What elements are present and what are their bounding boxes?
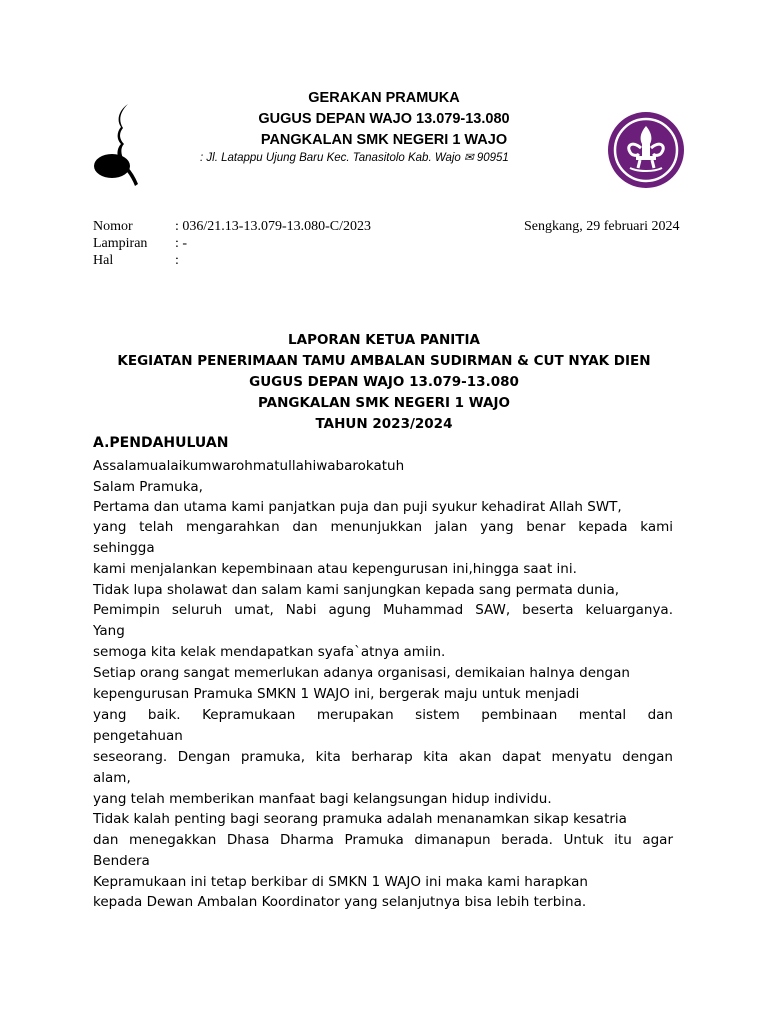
body-line: kepada Dewan Ambalan Koordinator yang selanjutnya bisa lebih terbina. bbox=[93, 894, 587, 910]
body-line: Bendera bbox=[93, 853, 150, 869]
body-line: Yang bbox=[93, 623, 125, 639]
title-year: TAHUN 2023/2024 bbox=[315, 416, 453, 432]
address: : Jl. Latappu Ujung Baru Kec. Tanasitolo Kab. Wajo ✉ 90951 bbox=[200, 152, 509, 164]
body-line: Salam Pramuka, bbox=[93, 479, 203, 495]
title-gugus: GUGUS DEPAN WAJO 13.079-13.080 bbox=[249, 374, 519, 390]
org-name: GERAKAN PRAMUKA bbox=[308, 90, 460, 106]
body-line: alam, bbox=[93, 770, 131, 786]
body-line: yang baik. Kepramukaan merupakan sistem pembinaan mental dan bbox=[93, 707, 673, 723]
body-line: Tidak lupa sholawat dan salam kami sanjungkan kepada sang permata dunia, bbox=[93, 582, 620, 598]
body-line: Pertama dan utama kami panjatkan puja dan puji syukur kehadirat Allah SWT, bbox=[93, 499, 622, 515]
nomor-value: : 036/21.13-13.079-13.080-C/2023 bbox=[175, 219, 371, 234]
lampiran-label: Lampiran bbox=[93, 236, 148, 251]
report-title: LAPORAN KETUA PANITIA bbox=[288, 332, 480, 348]
body-line: Tidak kalah penting bagi seorang pramuka adalah menanamkan sikap kesatria bbox=[93, 811, 627, 827]
lampiran-value: : - bbox=[175, 236, 188, 251]
title-pangkalan: PANGKALAN SMK NEGERI 1 WAJO bbox=[257, 395, 511, 411]
body-line: sehingga bbox=[93, 540, 155, 556]
body-line: Kepramukaan ini tetap berkibar di SMKN 1 WAJO ini maka kami harapkan bbox=[93, 874, 588, 890]
body-line: pengetahuan bbox=[93, 728, 183, 744]
body-line: semoga kita kelak mendapatkan syafa`atnya amiin. bbox=[93, 644, 446, 660]
hal-label: Hal bbox=[93, 253, 114, 268]
body-line: Pemimpin seluruh umat, Nabi agung Muhammad SAW, beserta keluarganya. bbox=[93, 602, 673, 618]
activity-title: KEGIATAN PENERIMAAN TAMU AMBALAN SUDIRMAN & CUT NYAK DIEN bbox=[117, 353, 651, 369]
section-heading: A.PENDAHULUAN bbox=[93, 435, 229, 451]
body-line: Assalamualaikumwarohmatullahiwabarokatuh bbox=[93, 458, 405, 474]
pangkalan: PANGKALAN SMK NEGERI 1 WAJO bbox=[260, 132, 508, 148]
body-line: Setiap orang sangat memerlukan adanya organisasi, demikaian halnya dengan bbox=[93, 665, 630, 681]
gugus-depan: GUGUS DEPAN WAJO 13.079-13.080 bbox=[258, 111, 510, 127]
body-line: yang telah memberikan manfaat bagi kelangsungan hidup individu. bbox=[93, 791, 552, 807]
body-line: seseorang. Dengan pramuka, kita berharap kita akan dapat menyatu dengan bbox=[93, 749, 673, 765]
world-scout-emblem-icon bbox=[606, 110, 686, 190]
nomor-label: Nomor bbox=[93, 219, 133, 234]
body-line: kami menjalankan kepembinaan atau kepengurusan ini,hingga saat ini. bbox=[93, 561, 577, 577]
body-line: kepengurusan Pramuka SMKN 1 WAJO ini, bergerak maju untuk menjadi bbox=[93, 686, 580, 702]
body-line: dan menegakkan Dhasa Dharma Pramuka dimanapun berada. Untuk itu agar bbox=[93, 832, 673, 848]
body-line: yang telah mengarahkan dan menunjukkan jalan yang benar kepada kami bbox=[93, 519, 673, 535]
hal-value: : bbox=[175, 253, 179, 268]
letter-date: Sengkang, 29 februari 2024 bbox=[524, 219, 680, 234]
